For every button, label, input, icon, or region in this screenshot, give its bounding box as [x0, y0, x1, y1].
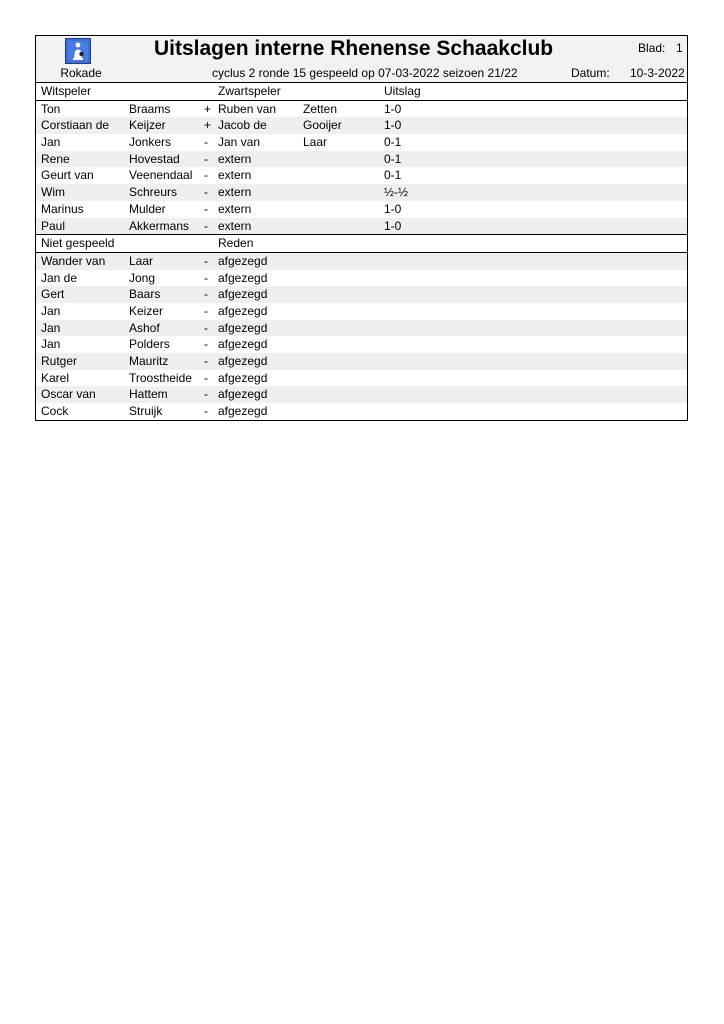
absent-last-name: Baars	[129, 287, 161, 302]
white-first-name: Ton	[41, 101, 61, 116]
absent-last-name: Mauritz	[129, 354, 169, 368]
absent-reason: afgezegd	[218, 337, 268, 352]
absent-reason: afgezegd	[218, 354, 268, 368]
table-row	[36, 336, 687, 353]
result-sign: -	[204, 168, 208, 183]
game-result: 1-0	[384, 201, 402, 216]
table-row	[36, 167, 687, 184]
absent-sign: -	[204, 253, 208, 268]
game-result: 1-0	[384, 118, 402, 133]
absent-reason: afgezegd	[218, 404, 268, 419]
absent-sign: -	[204, 370, 208, 385]
absent-first-name: Jan de	[41, 270, 78, 285]
white-last-name: Akkermans	[129, 218, 190, 233]
absent-sign: -	[204, 387, 208, 402]
absent-last-name: Jong	[129, 270, 156, 285]
white-first-name: Corstiaan de	[41, 118, 110, 133]
black-first-name: extern	[218, 218, 252, 233]
table-row	[36, 303, 687, 320]
result-sign: +	[204, 118, 212, 133]
absent-sign: -	[204, 337, 208, 352]
black-first-name: extern	[218, 168, 252, 183]
result-sign: +	[204, 101, 212, 116]
white-last-name: Hovestad	[129, 151, 180, 166]
table-row	[36, 320, 687, 337]
absent-sign: -	[204, 404, 208, 419]
white-first-name: Marinus	[41, 201, 84, 216]
white-last-name: Keijzer	[129, 118, 166, 133]
white-first-name: Geurt van	[41, 168, 94, 183]
chess-club-logo-icon	[65, 38, 91, 64]
club-name: Rokade	[60, 66, 102, 80]
table-row	[36, 117, 687, 134]
table-row	[36, 386, 687, 403]
date-label: Datum:	[571, 66, 610, 80]
absent-sign: -	[204, 270, 208, 285]
table-row	[36, 101, 687, 118]
black-first-name: extern	[218, 185, 252, 200]
absent-sign: -	[204, 287, 208, 302]
black-player-header: Zwartspeler	[218, 84, 281, 98]
not-played-header: Niet gespeeld	[41, 236, 115, 251]
result-sign: -	[204, 218, 208, 233]
white-last-name: Mulder	[129, 201, 166, 216]
table-row	[36, 253, 687, 270]
absent-first-name: Oscar van	[41, 387, 96, 402]
absent-last-name: Troostheide	[129, 370, 192, 385]
table-row	[36, 370, 687, 387]
absent-sign: -	[204, 320, 208, 335]
absent-reason: afgezegd	[218, 320, 268, 335]
table-row	[36, 218, 687, 235]
results-sheet	[35, 35, 688, 421]
black-first-name: Ruben van	[218, 101, 277, 116]
absent-reason: afgezegd	[218, 287, 268, 302]
absent-last-name: Ashof	[129, 320, 160, 335]
absent-reason: afgezegd	[218, 370, 268, 385]
absent-last-name: Keizer	[129, 303, 164, 318]
absent-reason: afgezegd	[218, 270, 268, 285]
table-row	[36, 151, 687, 168]
white-last-name: Veenendaal	[129, 168, 193, 183]
result-header: Uitslag	[384, 84, 421, 98]
table-row	[36, 184, 687, 201]
table-row	[36, 201, 687, 218]
game-result: 0-1	[384, 168, 402, 183]
table-row	[36, 403, 687, 420]
absent-first-name: Jan	[41, 320, 61, 335]
game-result: 1-0	[384, 218, 402, 233]
table-row	[36, 134, 687, 151]
absent-reason: afgezegd	[218, 253, 268, 268]
absent-first-name: Wander van	[41, 253, 106, 268]
black-first-name: Jan van	[218, 135, 261, 150]
absent-first-name: Karel	[41, 370, 70, 385]
game-result: 0-1	[384, 135, 402, 150]
white-first-name: Paul	[41, 218, 66, 233]
absent-last-name: Laar	[129, 253, 154, 268]
absent-first-name: Jan	[41, 337, 61, 352]
absent-last-name: Polders	[129, 337, 170, 352]
white-last-name: Braams	[129, 101, 171, 116]
round-subtitle: cyclus 2 ronde 15 gespeeld op 07-03-2022 seizoen 21/22	[212, 66, 518, 80]
absent-first-name: Rutger	[41, 354, 78, 368]
date-value: 10-3-2022	[630, 66, 685, 80]
table-row	[36, 286, 687, 303]
result-sign: -	[204, 151, 208, 166]
absent-sign: -	[204, 354, 208, 368]
white-first-name: Jan	[41, 135, 61, 150]
absent-sign: -	[204, 303, 208, 318]
result-sign: -	[204, 201, 208, 216]
absent-reason: afgezegd	[218, 303, 268, 318]
absent-first-name: Cock	[41, 404, 69, 419]
black-last-name: Zetten	[303, 101, 338, 116]
black-last-name: Gooijer	[303, 118, 342, 133]
absent-first-name: Gert	[41, 287, 65, 302]
black-last-name: Laar	[303, 135, 328, 150]
reason-header: Reden	[218, 236, 254, 251]
white-player-header: Witspeler	[41, 84, 92, 98]
black-first-name: extern	[218, 151, 252, 166]
page-title: Uitslagen interne Rhenense Schaakclub	[154, 37, 554, 60]
absent-last-name: Hattem	[129, 387, 168, 402]
white-first-name: Wim	[41, 185, 65, 200]
sheet-header	[36, 36, 687, 83]
result-sign: -	[204, 135, 208, 150]
absent-reason: afgezegd	[218, 387, 268, 402]
results-column-header	[36, 83, 687, 101]
absent-last-name: Struijk	[129, 404, 163, 419]
white-first-name: Rene	[41, 151, 70, 166]
absent-list	[36, 253, 687, 420]
sheet-number-label: Blad:	[638, 41, 666, 55]
results-list	[36, 101, 687, 235]
game-result: 0-1	[384, 151, 402, 166]
black-first-name: Jacob de	[218, 118, 267, 133]
result-sign: -	[204, 185, 208, 200]
absent-first-name: Jan	[41, 303, 61, 318]
table-row	[36, 270, 687, 287]
sheet-number-value: 1	[676, 41, 683, 55]
white-last-name: Jonkers	[129, 135, 172, 150]
white-last-name: Schreurs	[129, 185, 178, 200]
absent-column-header	[36, 234, 687, 253]
game-result: ½-½	[384, 185, 409, 200]
table-row	[36, 353, 687, 370]
game-result: 1-0	[384, 101, 402, 116]
black-first-name: extern	[218, 201, 252, 216]
